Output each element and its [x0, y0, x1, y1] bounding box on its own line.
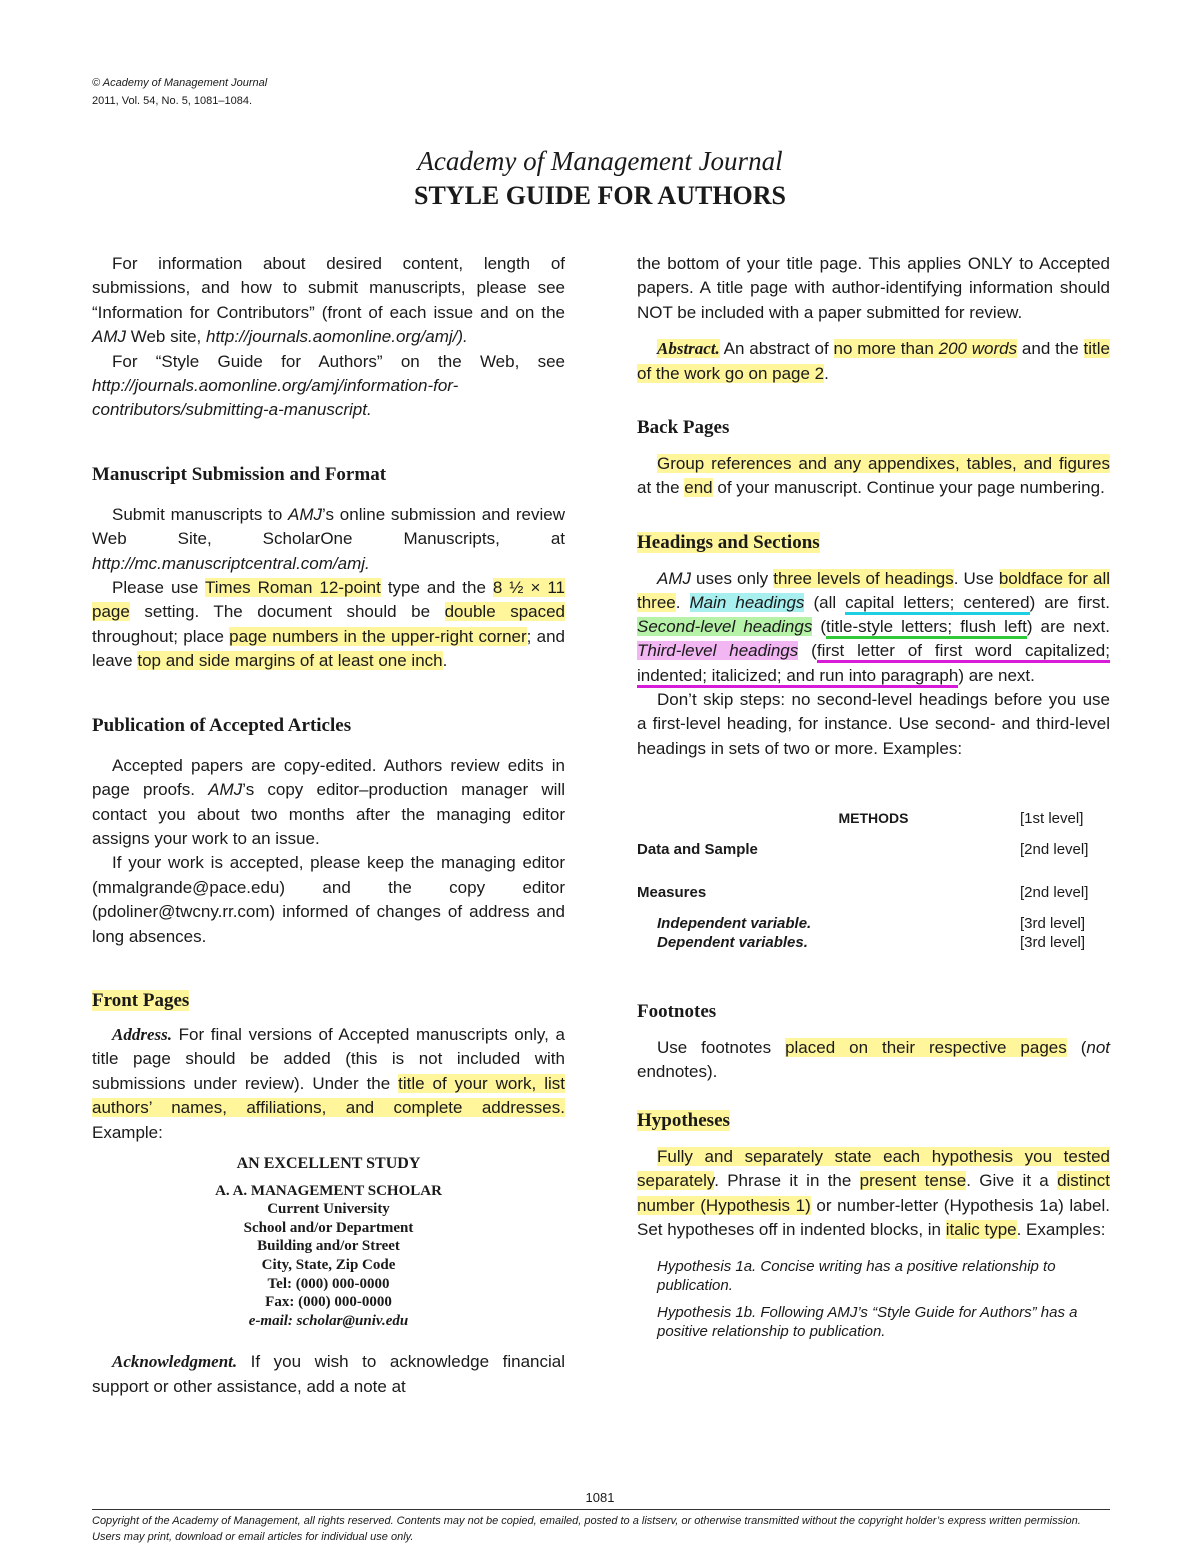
hypothesis-example: Hypothesis 1b. Following AMJ’s “Style Guide for Authors” has a positive relationship to publication. [657, 1303, 1078, 1340]
intro-paragraph-2: For “Style Guide for Authors” on the Web, see http://journals.aomonline.org/amj/information-for-contributors/submitting-a-manuscript. [92, 351, 565, 420]
section-heading-hypotheses: Hypotheses [637, 1109, 730, 1131]
example-title: AN EXCELLENT STUDY [236, 1154, 421, 1172]
abstract-paragraph: Abstract. An abstract of no more than 200 words and the title of the work go on page 2. [637, 339, 1110, 383]
submission-paragraph-1: Submit manuscripts to AMJ’s online submission and review Web Site, ScholarOne Manuscripts, at http://mc.manuscriptcentral.com/amj. [92, 504, 565, 573]
example-line: Current University [267, 1201, 390, 1218]
acknowledgment-continued: the bottom of your title page. This applies ONLY to Accepted papers. A title page with author-identifying information should NOT be included with a paper submitted for review. [637, 254, 1110, 322]
example-line: School and/or Department [243, 1219, 414, 1236]
section-heading-front-pages: Front Pages [92, 989, 190, 1011]
section-heading-submission: Manuscript Submission and Format [92, 463, 387, 485]
publication-paragraph-1: Accepted papers are copy-edited. Authors review edits in page proofs. AMJ’s copy editor–production manager will contact you about two months after the managing editor assigns your work to an issue. [92, 755, 565, 848]
source-journal: © Academy of Management Journal [92, 77, 268, 89]
headings-paragraph-1: AMJ uses only three levels of headings. Use boldface for all three. Main headings (all capital letters; centered) are first. Second-level headings (title-style letters; flush left) are next. Third-level headings (first letter of first word capitalized; indented; italicized; and run into paragraph) are next. [637, 567, 1110, 688]
footer-divider [92, 1509, 1110, 1510]
submission-paragraph-2: Please use Times Roman 12-point type and the 8 ½ × 11 page setting. The document should be double spaced throughout; place page numbers in the upper-right corner; and leave top and side margins of at least one inch. [92, 578, 566, 671]
address-paragraph: Address. For final versions of Accepted manuscripts only, a title page should be added (this is not included with submissions under review). Under the title of your work, list authors’ names, affiliations, and complete addresses. Example: [92, 1024, 565, 1142]
example-email: e-mail: scholar@univ.edu [248, 1312, 409, 1329]
acknowledgment-paragraph: Acknowledgment. If you wish to acknowledge financial support or other assistance, add a note at [92, 1352, 565, 1396]
left-column [92, 252, 565, 1399]
example-heading-level-2: Measures [2nd level] [637, 884, 1089, 902]
document-title: STYLE GUIDE FOR AUTHORS [413, 181, 787, 210]
title-page-example [92, 1155, 565, 1330]
section-heading-back-pages: Back Pages [637, 417, 730, 439]
section-heading-publication: Publication of Accepted Articles [92, 714, 352, 736]
source-volume: 2011, Vol. 54, No. 5, 1081–1084. [92, 95, 253, 107]
example-heading-level-3: Independent variable. [3rd level] [657, 915, 1086, 933]
hypothesis-example: Hypothesis 1a. Concise writing has a positive relationship to publication. [657, 1257, 1056, 1294]
journal-title: Academy of Management Journal [417, 146, 783, 176]
section-heading-footnotes: Footnotes [637, 1001, 717, 1023]
intro-paragraph-1: For information about desired content, length of submissions, and how to submit manuscripts, please see “Information for Contributors” (front of each issue and on the AMJ Web site, http://journals.aomonline.org/amj/). [92, 254, 565, 347]
example-line: Building and/or Street [257, 1238, 400, 1255]
right-column [637, 252, 1110, 1341]
example-heading-level-1: METHODS [1st level] [838, 810, 1084, 828]
footnotes-paragraph: Use footnotes placed on their respective pages (not endnotes). [637, 1038, 1111, 1082]
page-number: 1081 [585, 1490, 615, 1505]
hypotheses-paragraph: Fully and separately state each hypothesis you tested separately. Phrase it in the present tense. Give it a distinct number (Hypothesis 1) or number-letter (Hypothesis 1a) label. Set hypotheses off in indented blocks, in italic type. Examples: [637, 1146, 1110, 1240]
example-heading-level-3: Dependent variables. [3rd level] [657, 934, 1086, 952]
example-author: A. A. MANAGEMENT SCHOLAR [215, 1182, 442, 1199]
example-line: Fax: (000) 000-0000 [265, 1294, 392, 1311]
copyright-notice: Copyright of the Academy of Management, all rights reserved. Contents may not be copied, emailed, posted to a listserv, or otherwise transmitted without the copyright holder’s express written permission. Users may print, download or email articles for individual use only. [92, 1515, 1081, 1543]
section-heading-headings: Headings and Sections [637, 531, 820, 553]
publication-paragraph-2: If your work is accepted, please keep the managing editor (mmalgrande@pace.edu) and the copy editor (pdoliner@twcny.rr.com) informed of changes of address and long absences. [92, 853, 565, 946]
headings-paragraph-2: Don’t skip steps: no second-level headings before you use a first-level heading, for instance. Use second- and third-level headings in sets of two or more. Examples: [637, 689, 1110, 758]
example-line: Tel: (000) 000-0000 [267, 1275, 390, 1292]
example-heading-level-2: Data and Sample [2nd level] [637, 841, 1089, 859]
back-pages-paragraph: Group references and any appendixes, tables, and figures at the end of your manuscript. Continue your page numbering. [637, 454, 1110, 498]
example-line: City, State, Zip Code [261, 1256, 396, 1273]
source-citation [92, 74, 267, 110]
